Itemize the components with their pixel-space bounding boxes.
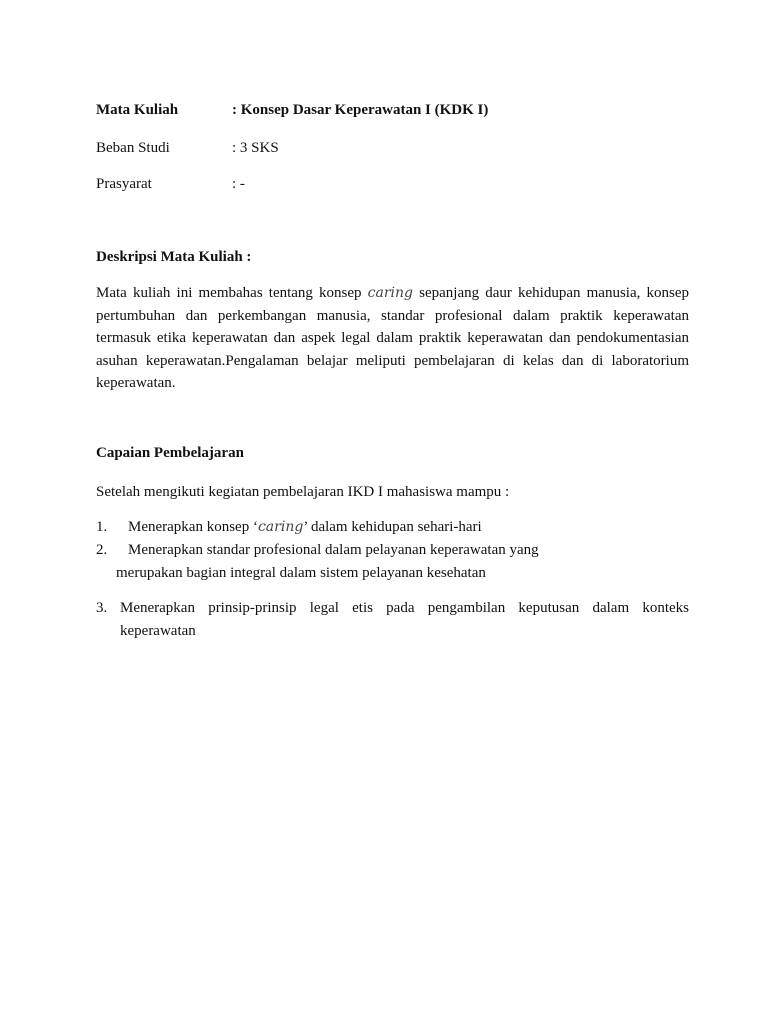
outcome-number-1: 1.	[96, 519, 108, 535]
outcomes-intro: Setelah mengikuti kegiatan pembelajaran IKD I mahasiswa mampu :	[96, 484, 510, 500]
outcomes-heading: Capaian Pembelajaran	[96, 445, 244, 461]
outcome-text-1-before: Menerapkan konsep ‘	[128, 519, 258, 535]
outcome-caring-term: caring	[257, 519, 304, 535]
description-caring-term: caring	[367, 285, 414, 301]
description-text-after: sepanjang daur kehidupan manusia, konsep pertumbuhan dan perkembangan manusia, standar profesional dalam praktik keperawatan termasuk etika keperawatan dan aspek legal dalam praktik keperawatan dan pendokumentasian asuhan keperawatan.Pengalaman belajar meliputi pembelajaran di kelas dan di laboratorium keperawatan.	[96, 285, 689, 391]
description-heading: Deskripsi Mata Kuliah :	[96, 249, 252, 265]
prerequisite-value: : -	[232, 176, 245, 192]
outcome-item-3	[96, 597, 689, 642]
outcome-number-2: 2.	[96, 542, 108, 558]
outcome-text-2-line2: merupakan bagian integral dalam sistem pelayanan kesehatan	[116, 564, 486, 581]
outcome-text-3: Menerapkan prinsip-prinsip legal etis pada pengambilan keputusan dalam konteks keperawatan	[120, 600, 689, 639]
outcome-item-1	[96, 516, 689, 539]
course-name-label: Mata Kuliah	[96, 102, 179, 118]
outcome-text-1	[96, 516, 689, 539]
prerequisite-label: Prasyarat	[96, 176, 152, 192]
outcome-text-1-after: ’ dalam kehidupan sehari-hari	[303, 519, 482, 535]
study-load-label: Beban Studi	[96, 140, 170, 156]
outcome-number-3: 3.	[96, 600, 108, 616]
outcome-item-2	[96, 539, 689, 584]
description-text-before: Mata kuliah ini membahas tentang konsep	[96, 285, 368, 301]
course-name-value: : Konsep Dasar Keperawatan I (KDK I)	[232, 102, 489, 118]
study-load-value: : 3 SKS	[232, 140, 279, 156]
description-paragraph	[96, 282, 689, 395]
outcome-text-2-line1: Menerapkan standar profesional dalam pelayanan keperawatan yang	[128, 542, 539, 558]
